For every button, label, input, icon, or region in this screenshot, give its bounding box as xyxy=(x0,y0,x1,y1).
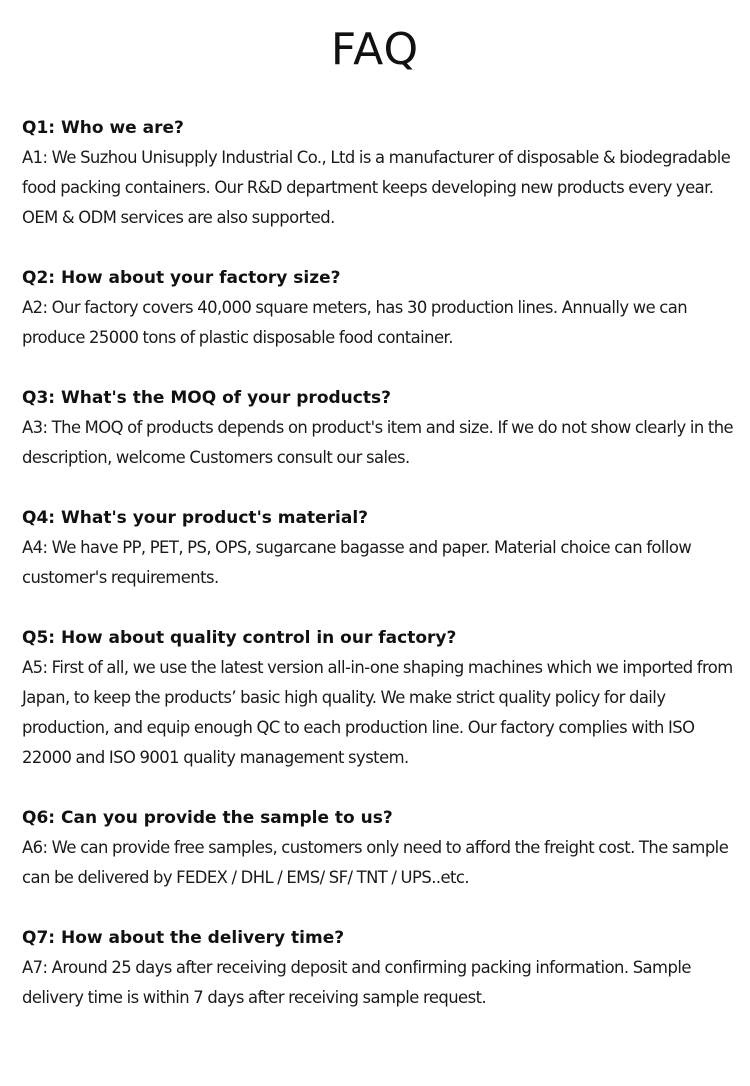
faq-question: Q5: How about quality control in our factory? xyxy=(22,628,457,648)
faq-question: Q7: How about the delivery time? xyxy=(22,928,345,948)
faq-answer: A4: We have PP, PET, PS, OPS, sugarcane bagasse and paper. Material choice can follow customer's requirements. xyxy=(22,538,692,587)
faq-answer: A5: First of all, we use the latest version all-in-one shaping machines which we imported from Japan, to keep the products’ basic high quality. We make strict quality policy for daily production, and equip enough QC to each production line. Our factory complies with ISO 22000 and ISO 9001 quality management system. xyxy=(22,658,733,767)
faq-item-3 xyxy=(22,383,740,473)
faq-item-6 xyxy=(22,803,740,893)
faq-item-2 xyxy=(22,263,740,353)
faq-question: Q2: How about your factory size? xyxy=(22,268,341,288)
faq-answer: A1: We Suzhou Unisupply Industrial Co., Ltd is a manufacturer of disposable & biodegradable food packing containers. Our R&D department keeps developing new products every year. OEM & ODM services are also supported. xyxy=(22,148,731,227)
faq-question: Q6: Can you provide the sample to us? xyxy=(22,808,393,828)
faq-item-5 xyxy=(22,623,740,773)
faq-answer: A2: Our factory covers 40,000 square meters, has 30 production lines. Annually we can produce 25000 tons of plastic disposable food container. xyxy=(22,298,688,347)
page-title: FAQ xyxy=(330,24,420,75)
faq-answer: A6: We can provide free samples, customers only need to afford the freight cost. The sample can be delivered by FEDEX / DHL / EMS/ SF/ TNT / UPS..etc. xyxy=(22,838,729,887)
faq-question: Q3: What's the MOQ of your products? xyxy=(22,388,391,408)
faq-item-1 xyxy=(22,113,740,233)
faq-answer: A7: Around 25 days after receiving deposit and confirming packing information. Sample delivery time is within 7 days after receiving sample request. xyxy=(22,958,691,1007)
faq-item-4 xyxy=(22,503,740,593)
faq-question: Q1: Who we are? xyxy=(22,118,184,138)
faq-item-7 xyxy=(22,923,740,1013)
faq-list xyxy=(22,113,740,1043)
faq-answer: A3: The MOQ of products depends on product's item and size. If we do not show clearly in the description, welcome Customers consult our sales. xyxy=(22,418,734,467)
faq-question: Q4: What's your product's material? xyxy=(22,508,369,528)
